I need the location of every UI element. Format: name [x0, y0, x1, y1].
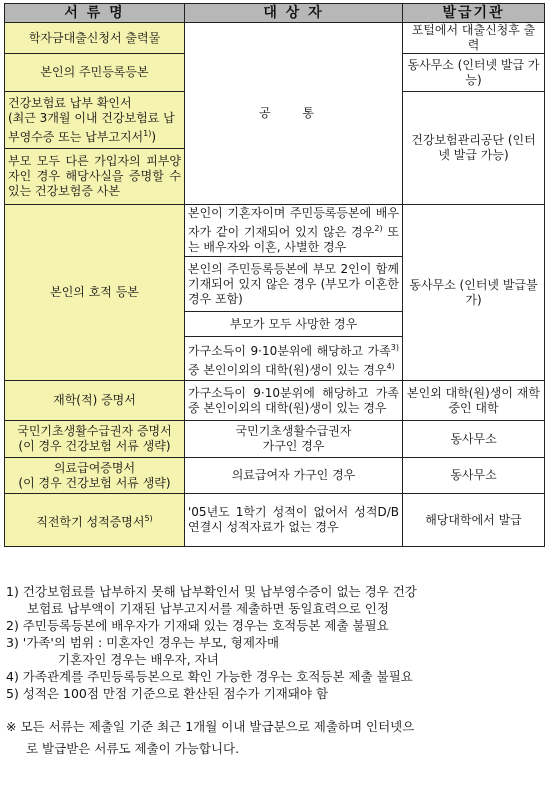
- target-cell: 본인의 주민등록등본에 부모 2인이 함께 기재되어 있지 않은 경우 (부모가 이혼한 경우 포함): [185, 257, 403, 312]
- footnote-mark: 3): [390, 342, 399, 352]
- doc-cell: [5, 92, 185, 149]
- issuer-cell: 건강보험관리공단 (인터넷 발급 가능): [403, 92, 545, 205]
- issuer-cell: 포털에서 대출신청후 출력: [403, 23, 545, 54]
- doc-cell: [5, 458, 185, 494]
- footnote-mark: 4): [386, 361, 395, 371]
- table-row: [5, 381, 545, 421]
- issuer-cell: 동사무소: [403, 458, 545, 494]
- footnote-4: 4) 가족관계를 주민등록등본으로 확인 가능한 경우는 호적등본 제출 불필요: [6, 669, 413, 684]
- table-row: [5, 494, 545, 547]
- target-text: 또는 배우자와 이혼, 사별한 경우: [188, 225, 399, 254]
- doc-text: 국민기초생활수급권자 증명서: [17, 424, 172, 438]
- header-target: 대 상 자: [185, 4, 403, 23]
- footnote-mark: 1): [143, 128, 152, 138]
- target-text: 국민기초생활수급권자: [235, 424, 352, 438]
- documents-table: [4, 3, 545, 547]
- issuer-cell: 동사무소: [403, 421, 545, 458]
- issuer-cell: 본인외 대학(원)생이 재학 중인 대학: [403, 381, 545, 421]
- doc-cell: 부모 모두 다른 가입자의 피부양자인 경우 해당사실을 증명할 수 있는 건강보험증 사본: [5, 149, 185, 205]
- target-cell: 의료급여자 가구인 경우: [185, 458, 403, 494]
- header-issuer: 발급기관: [403, 4, 545, 23]
- table-row: [5, 23, 545, 54]
- general-note: [6, 716, 542, 760]
- table-row: [5, 205, 545, 257]
- target-text: 중 본인이외의 대학(원)생이 있는 경우: [188, 362, 387, 377]
- doc-cell: 본인의 주민등록등본: [5, 54, 185, 92]
- footnote-5: 5) 성적은 100점 만점 기준으로 환산된 점수가 기재돼야 함: [6, 686, 329, 701]
- target-text: 본인이 기혼자이며 주민등록등본에 배우자가 같이 기재되어 있지 않은 경우: [188, 206, 399, 239]
- header-doc: 서 류 명: [5, 4, 185, 23]
- target-cell: [185, 421, 403, 458]
- doc-text: 직전학기 성적증명서: [36, 514, 145, 529]
- doc-text: (이 경우 건강보험 서류 생략): [18, 475, 171, 490]
- footnote-3-cont: 기혼자인 경우는 배우자, 자녀: [58, 652, 219, 667]
- doc-cell: 재학(적) 증명서: [5, 381, 185, 421]
- footnote-mark: 5): [144, 513, 153, 523]
- target-common: 공 통: [185, 23, 403, 205]
- general-note-cont: 로 발급받은 서류도 제출이 가능합니다.: [26, 741, 240, 756]
- target-text: 가구인 경우: [262, 439, 325, 453]
- target-text: 가구소득이 9·10분위에 해당하고 가족: [188, 343, 391, 358]
- target-cell: 부모가 모두 사망한 경우: [185, 312, 403, 337]
- doc-cell: [5, 494, 185, 547]
- footnote-2: 2) 주민등록등본에 배우자가 기재돼 있는 경우는 호적등본 제출 불필요: [6, 618, 389, 633]
- footnote-3: 3) '가족'의 범위 : 미혼자인 경우는 부모, 형제자매: [6, 635, 280, 650]
- issuer-cell: 동사무소 (인터넷 발급불가): [403, 205, 545, 381]
- issuer-cell: 해당대학에서 발급: [403, 494, 545, 547]
- footnotes: [6, 583, 542, 760]
- table-row: [5, 458, 545, 494]
- target-cell: [185, 337, 403, 381]
- doc-text: (최근 3개월 이내 건강보험료 납부영수증 또는 납부고지서: [8, 110, 175, 144]
- doc-text: 건강보험료 납부 확인서: [8, 95, 132, 110]
- table-row: [5, 421, 545, 458]
- issuer-cell: 동사무소 (인터넷 발급 가능): [403, 54, 545, 92]
- doc-cell: 본인의 호적 등본: [5, 205, 185, 381]
- target-cell: '05년도 1학기 성적이 없어서 성적D/B 연결시 성적자료가 없는 경우: [185, 494, 403, 547]
- doc-text: ): [151, 129, 157, 144]
- footnote-1: 1) 건강보험료를 납부하지 못해 납부확인서 및 납부영수증이 없는 경우 건강: [6, 584, 417, 599]
- footnote-1-cont: 보험료 납부액이 기재된 납부고지서를 제출하면 동일효력으로 인정: [27, 601, 389, 616]
- doc-cell: 학자금대출신청서 출력물: [5, 23, 185, 54]
- target-cell: 가구소득이 9·10분위에 해당하고 가족 중 본인이외의 대학(원)생이 있는 경우: [185, 381, 403, 421]
- general-note-line: ※ 모든 서류는 제출일 기준 최근 1개월 이내 발급분으로 제출하며 인터넷으: [6, 719, 415, 734]
- footnote-mark: 2): [374, 224, 383, 233]
- doc-text: (이 경우 건강보험 서류 생략): [18, 439, 171, 453]
- doc-text: 의료급여증명서: [53, 460, 136, 475]
- doc-cell: [5, 421, 185, 458]
- header-row: [5, 4, 545, 23]
- target-cell: [185, 205, 403, 257]
